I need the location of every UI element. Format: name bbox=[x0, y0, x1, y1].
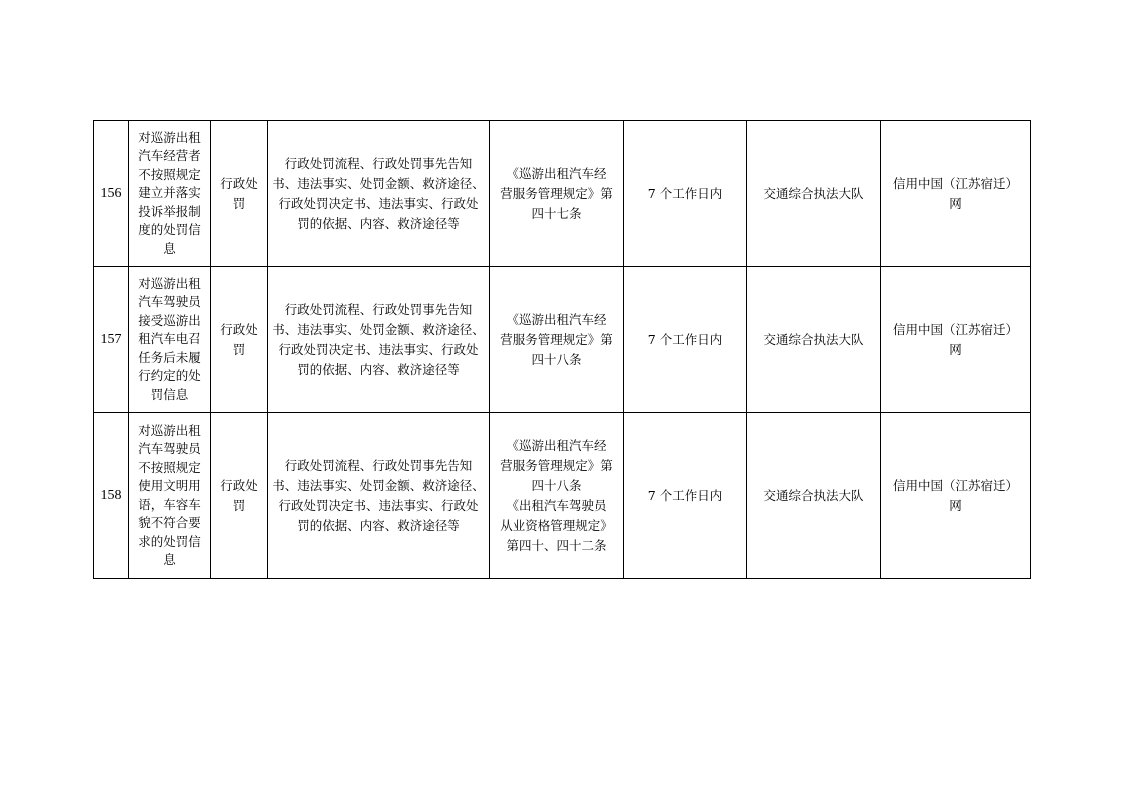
disclosure-channel: 信用中国（江苏宿迁） 网 bbox=[881, 267, 1031, 413]
legal-basis: 《巡游出租汽车经 营服务管理规定》第 四十八条 《出租汽车驾驶员 从业资格管理规定》 第四十、四十二条 bbox=[490, 413, 624, 579]
responsible-department: 交通综合执法大队 bbox=[747, 121, 881, 267]
item-name: 对巡游出租 汽车经营者 不按照规定 建立并落实 投诉举报制 度的处罚信 息 bbox=[129, 121, 211, 267]
row-number: 158 bbox=[94, 413, 129, 579]
row-number: 156 bbox=[94, 121, 129, 267]
legal-basis: 《巡游出租汽车经 营服务管理规定》第 四十八条 bbox=[490, 267, 624, 413]
disclosure-content: 行政处罚流程、行政处罚事先告知 书、违法事实、处罚金额、救济途径、 行政处罚决定书、违法事实、行政处 罚的依据、内容、救济途径等 bbox=[268, 267, 490, 413]
disclosure-deadline: 7 个工作日内 bbox=[624, 121, 747, 267]
disclosure-channel: 信用中国（江苏宿迁） 网 bbox=[881, 121, 1031, 267]
item-category: 行政处 罚 bbox=[211, 267, 268, 413]
disclosure-content: 行政处罚流程、行政处罚事先告知 书、违法事实、处罚金额、救济途径、 行政处罚决定书、违法事实、行政处 罚的依据、内容、救济途径等 bbox=[268, 413, 490, 579]
disclosure-channel: 信用中国（江苏宿迁） 网 bbox=[881, 413, 1031, 579]
item-name: 对巡游出租 汽车驾驶员 接受巡游出 租汽车电召 任务后未履 行约定的处 罚信息 bbox=[129, 267, 211, 413]
row-number: 157 bbox=[94, 267, 129, 413]
responsible-department: 交通综合执法大队 bbox=[747, 413, 881, 579]
responsible-department: 交通综合执法大队 bbox=[747, 267, 881, 413]
disclosure-deadline: 7 个工作日内 bbox=[624, 413, 747, 579]
disclosure-deadline: 7 个工作日内 bbox=[624, 267, 747, 413]
disclosure-table bbox=[93, 120, 1031, 579]
disclosure-content: 行政处罚流程、行政处罚事先告知 书、违法事实、处罚金额、救济途径、 行政处罚决定书、违法事实、行政处 罚的依据、内容、救济途径等 bbox=[268, 121, 490, 267]
table-row bbox=[94, 267, 1031, 413]
table-row bbox=[94, 121, 1031, 267]
legal-basis: 《巡游出租汽车经 营服务管理规定》第 四十七条 bbox=[490, 121, 624, 267]
item-name: 对巡游出租 汽车驾驶员 不按照规定 使用文明用 语，车容车 貌不符合要 求的处罚信 息 bbox=[129, 413, 211, 579]
table-row bbox=[94, 413, 1031, 579]
item-category: 行政处 罚 bbox=[211, 121, 268, 267]
item-category: 行政处 罚 bbox=[211, 413, 268, 579]
